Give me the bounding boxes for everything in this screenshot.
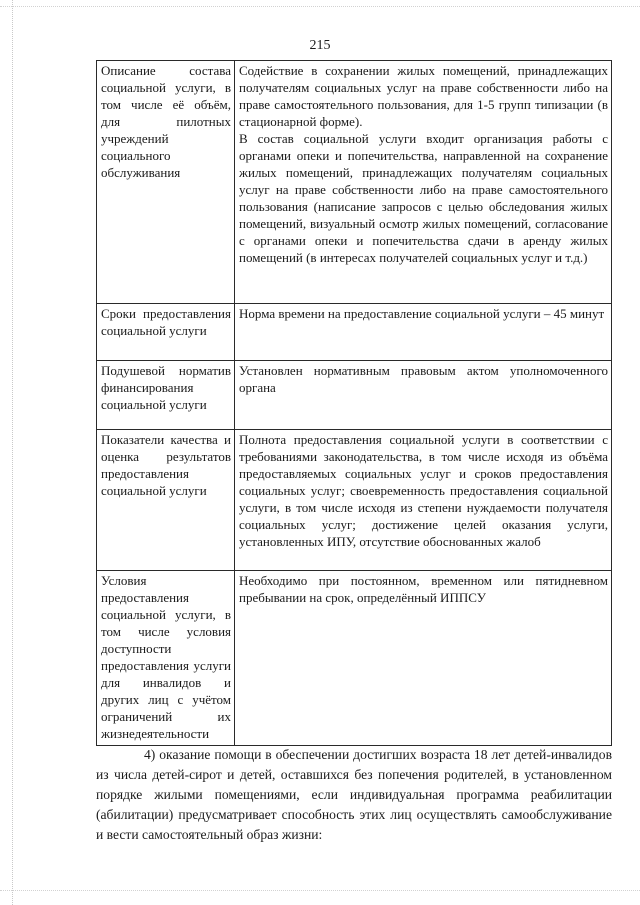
row-content [235,430,612,571]
content-paragraph: Содействие в сохранении жилых помещений, принадлежащих получателям социальных услуг на праве собственности либо на праве самостоятельного пользования, для 1-5 групп типизации (в стационарной форме). [239,63,608,129]
service-spec-table [96,60,612,746]
row-label: Условия предоставления социальной услуги, в том числе условия доступности предоставления услуги для инвалидов и других лиц с учётом ограничений их жизнедеятельности [97,571,235,746]
body-paragraph: 4) оказание помощи в обеспечении достигших возраста 18 лет детей-инвалидов из числа детей-сирот и детей, оставшихся без попечения родителей, в установленном порядке жилыми помещениями, если индивидуальная программа реабилитации (абилитации) предусматривает способность этих лиц осуществлять самообслуживание и вести самостоятельный образ жизни: [96,747,612,842]
table-row [97,430,612,571]
row-content [235,571,612,746]
scan-edge-top [0,6,640,8]
row-label: Сроки предоставления социальной услуги [97,304,235,361]
content-paragraph: Необходимо при постоянном, временном или пятидневном пребывании на срок, определённый ИППСУ [239,573,608,605]
row-content [235,304,612,361]
row-label: Подушевой норматив финансирования социальной услуги [97,361,235,430]
row-content [235,361,612,430]
row-label: Показатели качества и оценка результатов предоставления социальной услуги [97,430,235,571]
page-number: 215 [309,38,331,53]
table-row [97,304,612,361]
table-row [97,571,612,746]
content-paragraph: В состав социальной услуги входит организация работы с органами опеки и попечительства, направленной на сохранение жилых помещений, принадлежащих получателям социальных услуг на праве собственности либо на праве самостоятельного пользования (написание запросов с целью обследования жилых помещений, визуальный осмотр жилых помещений, согласование с органами опеки и попечительства сдачи в аренду жилых помещений (в интересах получателей социальных услуг и т.д.) [239,131,608,265]
content-paragraph: Норма времени на предоставление социальной услуги – 45 минут [239,306,605,321]
scan-edge-bottom [0,890,640,892]
table-row [97,361,612,430]
scan-edge-left [12,0,14,905]
content-paragraph: Полнота предоставления социальной услуги в соответствии с требованиями законодательства, в том числе исходя из объёма предоставляемых социальных услуг и сроков предоставления социальных услуг; своевременность предоставления социальной услуги, в том числе исходя из степени нуждаемости получателя социальных услуг; достижение целей оказания услуги, установленных ИПУ, отсутствие обоснованных жалоб [239,432,608,549]
row-label: Описание состава социальной услуги, в том числе её объём, для пилотных учреждений социального обслуживания [97,61,235,304]
row-content [235,61,612,304]
table-row [97,61,612,304]
content-paragraph: Установлен нормативным правовым актом уполномоченного органа [239,363,608,395]
